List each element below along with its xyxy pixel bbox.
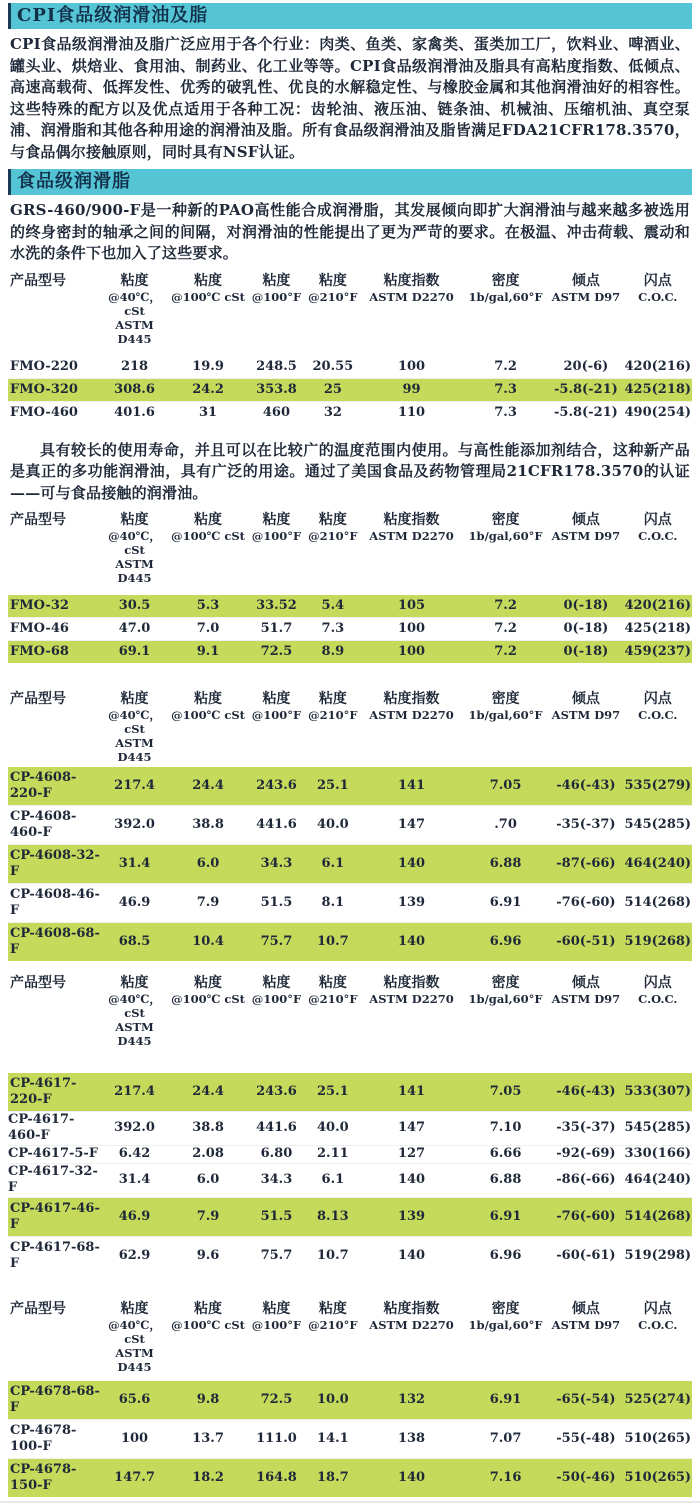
- table-cell: 147: [397, 817, 426, 832]
- column-header: 粘度 @210°F: [308, 975, 358, 1006]
- spec-table: [8, 271, 692, 424]
- product-model: CP-4617-68-F: [10, 1240, 100, 1271]
- table-cell: 51.5: [260, 1209, 293, 1224]
- table-row: [8, 1198, 692, 1237]
- product-model: FMO-460: [10, 404, 78, 420]
- table-cell: 30.5: [118, 598, 151, 613]
- table-cell: 330(166): [624, 1146, 692, 1161]
- table-cell: 0(-18): [563, 644, 609, 659]
- table-cell: 8.13: [317, 1209, 349, 1224]
- column-header: 粘度 @100℃ cSt: [171, 691, 245, 722]
- column-header: 密度 1b/gal,60°F: [468, 691, 543, 722]
- fmo-note-paragraph: 具有较长的使用寿命，并且可以在比较广的温度范围内使用。与高性能添加剂结合，这种新产品是真正的多功能润滑油，具有广泛的用途。通过了美国食品及药物管理局21CFR178.3570的认证——可与食品接触的润滑油。: [10, 440, 690, 502]
- table-cell: 519(298): [624, 1248, 692, 1263]
- table-cell: 7.05: [489, 778, 522, 793]
- column-header: 粘度指数 ASTM D2270: [369, 272, 454, 304]
- table-cell: -60(-61): [556, 1248, 616, 1263]
- table-cell: 6.42: [118, 1146, 151, 1161]
- column-header: 粘度指数 ASTM D2270: [369, 975, 454, 1006]
- table-cell: 141: [397, 1084, 426, 1099]
- table-row: [8, 845, 692, 884]
- product-model: FMO-32: [10, 598, 69, 613]
- spec-table: [8, 1299, 692, 1497]
- table-cell: 100: [397, 644, 426, 659]
- table-cell: 5.4: [321, 598, 345, 613]
- column-header: 产品型号: [10, 1301, 66, 1317]
- table-row: [8, 356, 692, 379]
- table-cell: 31.4: [118, 856, 151, 871]
- product-model: CP-4608-32-F: [10, 848, 100, 879]
- table-cell: 6.1: [321, 856, 345, 871]
- table-cell: 6.91: [489, 1392, 522, 1407]
- table-cell: 140: [397, 856, 426, 871]
- table-cell: 34.3: [260, 856, 293, 871]
- table-row: [8, 1164, 692, 1198]
- table-row: [8, 595, 692, 618]
- table-cell: 420(216): [624, 598, 692, 613]
- table-cell: 420(216): [624, 358, 692, 374]
- table-cell: 392.0: [114, 1120, 155, 1135]
- column-header: 产品型号: [10, 975, 66, 991]
- column-header: 粘度 @40℃，cSt ASTM D445: [108, 975, 161, 1048]
- column-header: 粘度指数 ASTM D2270: [369, 512, 454, 543]
- product-model: CP-4608-220-F: [10, 770, 77, 801]
- table-cell: 31: [199, 404, 218, 420]
- table-cell: 0(-18): [563, 598, 609, 613]
- table-cell: 100: [120, 1431, 149, 1446]
- table-cell: -76(-60): [556, 895, 616, 910]
- table-cell: 140: [397, 1248, 426, 1263]
- table-row: [8, 806, 692, 845]
- table-cell: 7.9: [196, 895, 220, 910]
- table-cell: -46(-43): [556, 778, 616, 793]
- table-row: [8, 378, 692, 401]
- table-cell: 7.3: [321, 621, 345, 636]
- table-cell: 545(285): [624, 1120, 692, 1135]
- product-model: FMO-320: [10, 381, 78, 397]
- table-row: [8, 1146, 692, 1164]
- section-title: CPI食品级润滑油及脂: [17, 5, 209, 26]
- table-cell: 7.2: [494, 644, 517, 659]
- table-cell: -60(-51): [556, 934, 616, 949]
- table-cell: 514(268): [624, 895, 692, 910]
- cp4617-table: [8, 973, 692, 1275]
- table-cell: 51.5: [260, 895, 293, 910]
- column-header: 倾点 ASTM D97: [551, 512, 621, 543]
- table-cell: 441.6: [256, 1120, 297, 1135]
- column-header: 粘度 @210°F: [308, 512, 358, 543]
- table-cell: 147.7: [114, 1470, 155, 1485]
- table-row: [8, 1073, 692, 1112]
- table-cell: 7.9: [196, 1209, 220, 1224]
- table-cell: 7.10: [489, 1120, 522, 1135]
- table-cell: 46.9: [118, 895, 151, 910]
- column-header: 密度 1b/gal,60°F: [468, 512, 543, 543]
- table-cell: 111.0: [256, 1431, 297, 1446]
- table-cell: 75.7: [260, 1248, 293, 1263]
- table-header-row: [8, 689, 692, 767]
- table-cell: 68.5: [118, 934, 151, 949]
- table-cell: -5.8(-21): [554, 381, 618, 397]
- column-header: 粘度 @100℃ cSt: [171, 975, 245, 1006]
- section-header-oils: [8, 3, 692, 29]
- table-cell: 46.9: [118, 1209, 151, 1224]
- table-row: [8, 767, 692, 806]
- column-header: 粘度 @100℃ cSt: [171, 1301, 245, 1332]
- table-cell: 7.07: [489, 1431, 522, 1446]
- product-model: CP-4617-32-F: [8, 1164, 98, 1195]
- table-cell: 47.0: [118, 621, 151, 636]
- table-cell: 31.4: [118, 1172, 151, 1187]
- table-row: [8, 1459, 692, 1498]
- table-header-row: [8, 271, 692, 356]
- table-cell: 127: [397, 1146, 426, 1161]
- spec-table: [8, 689, 692, 961]
- table-cell: 7.2: [494, 621, 517, 636]
- table-cell: 33.52: [256, 598, 297, 613]
- table-header-row: [8, 973, 692, 1073]
- column-header: 粘度指数 ASTM D2270: [369, 1301, 454, 1332]
- table-row: [8, 884, 692, 923]
- column-header: 粘度 @100°F: [251, 975, 302, 1006]
- table-cell: 105: [397, 598, 426, 613]
- product-model: CP-4608-46-F: [10, 887, 100, 918]
- table-cell: 545(285): [624, 817, 692, 832]
- table-cell: 510(265): [624, 1431, 692, 1446]
- column-header: 产品型号: [10, 272, 66, 289]
- product-model: CP-4617-220-F: [10, 1076, 77, 1107]
- product-model: CP-4617-46-F: [10, 1201, 100, 1232]
- table-row: [8, 1237, 692, 1276]
- cp4678-table: [8, 1299, 692, 1497]
- table-cell: 138: [397, 1431, 426, 1446]
- product-model: FMO-68: [10, 644, 69, 659]
- table-cell: -50(-46): [556, 1470, 616, 1485]
- table-cell: 139: [397, 1209, 426, 1224]
- table-row: [8, 618, 692, 641]
- table-cell: 308.6: [114, 381, 155, 397]
- table-cell: 25: [323, 381, 342, 397]
- table-cell: 140: [397, 934, 426, 949]
- table-cell: 7.2: [494, 598, 517, 613]
- table-cell: 6.80: [260, 1146, 293, 1161]
- column-header: 粘度 @210°F: [308, 691, 358, 722]
- table-cell: 514(268): [624, 1209, 692, 1224]
- table-header-row: [8, 510, 692, 595]
- table-cell: 9.1: [196, 644, 220, 659]
- column-header: 产品型号: [10, 512, 66, 528]
- table-cell: -55(-48): [556, 1431, 616, 1446]
- product-model: CP-4608-460-F: [10, 809, 77, 840]
- table-cell: 32: [323, 404, 342, 420]
- grease-paragraph: GRS-460/900-F是一种新的PAO高性能合成润滑脂，其发展倾向即扩大润滑油与越来越多被选用的终身密封的轴承之间的间隔，对润滑油的性能提出了更为严苛的要求。在极温、冲击荷载、震动和水洗的条件下也加入了这些要求。: [10, 201, 690, 262]
- column-header: 粘度 @100°F: [251, 512, 302, 543]
- table-cell: 10.4: [192, 934, 224, 949]
- column-header: 粘度 @40℃，cSt ASTM D445: [108, 272, 161, 346]
- table-cell: 6.0: [196, 1172, 220, 1187]
- table-cell: 464(240): [624, 856, 692, 871]
- column-header: 粘度 @210°F: [308, 272, 358, 304]
- table-cell: 24.4: [192, 778, 224, 793]
- column-header: 闪点 C.O.C.: [638, 975, 678, 1006]
- table-cell: 7.0: [196, 621, 220, 636]
- table-cell: 217.4: [114, 1084, 155, 1099]
- table-row: [8, 923, 692, 962]
- table-cell: 218: [120, 358, 149, 374]
- column-header: 闪点 C.O.C.: [638, 272, 678, 304]
- table-cell: 40.0: [317, 817, 349, 832]
- table-cell: 6.96: [489, 1248, 522, 1263]
- table-cell: 5.3: [196, 598, 220, 613]
- column-header: 粘度 @100℃ cSt: [171, 272, 245, 304]
- table-cell: 6.96: [489, 934, 522, 949]
- table-cell: 460: [262, 404, 290, 420]
- product-model: CP-4608-68-F: [10, 926, 100, 957]
- table-cell: 13.7: [192, 1431, 224, 1446]
- table-cell: 6.91: [489, 895, 522, 910]
- table-cell: -86(-66): [556, 1172, 616, 1187]
- table-row: [8, 1420, 692, 1459]
- table-cell: 6.1: [321, 1172, 345, 1187]
- table-cell: 24.2: [192, 381, 224, 397]
- table-cell: 75.7: [260, 934, 293, 949]
- spec-table: [8, 510, 692, 663]
- table-cell: 38.8: [192, 817, 224, 832]
- table-cell: 392.0: [114, 817, 155, 832]
- table-cell: 8.9: [321, 644, 345, 659]
- table-cell: 464(240): [624, 1172, 692, 1187]
- table-cell: .70: [494, 817, 517, 832]
- table-cell: 139: [397, 895, 426, 910]
- table-cell: 2.11: [317, 1146, 349, 1161]
- table-cell: 7.3: [494, 404, 517, 420]
- table-cell: 40.0: [317, 1120, 349, 1135]
- section-header-grease: [8, 169, 692, 195]
- table-cell: 535(279): [624, 778, 692, 793]
- table-cell: 519(268): [624, 934, 692, 949]
- table-cell: 401.6: [114, 404, 155, 420]
- column-header: 粘度 @100°F: [251, 1301, 302, 1332]
- table-cell: 425(218): [624, 621, 692, 636]
- product-model: FMO-46: [10, 621, 69, 636]
- table-cell: 10.7: [317, 1248, 349, 1263]
- table-cell: -76(-60): [556, 1209, 616, 1224]
- column-header: 密度 1b/gal,60°F: [468, 975, 543, 1006]
- table-cell: 20.55: [312, 358, 354, 374]
- table-cell: 110: [397, 404, 426, 420]
- table-cell: 72.5: [260, 1392, 293, 1407]
- table-cell: 65.6: [118, 1392, 151, 1407]
- table-cell: 69.1: [118, 644, 151, 659]
- table-cell: 525(274): [624, 1392, 692, 1407]
- table-cell: 6.0: [196, 856, 220, 871]
- column-header: 倾点 ASTM D97: [551, 691, 621, 722]
- table-cell: 490(254): [624, 404, 692, 420]
- fmo-heavy-oil-table: [8, 271, 692, 424]
- table-cell: 34.3: [260, 1172, 293, 1187]
- table-cell: 99: [402, 381, 421, 397]
- table-cell: -35(-37): [556, 817, 616, 832]
- table-cell: 141: [397, 778, 426, 793]
- spec-table: [8, 973, 692, 1275]
- table-cell: 38.8: [192, 1120, 224, 1135]
- table-cell: 19.9: [192, 358, 224, 374]
- table-cell: 51.7: [260, 621, 293, 636]
- table-cell: 7.16: [489, 1470, 522, 1485]
- column-header: 粘度 @100°F: [251, 691, 302, 722]
- product-model: FMO-220: [10, 358, 78, 374]
- column-header: 粘度指数 ASTM D2270: [369, 691, 454, 722]
- table-cell: 100: [397, 358, 426, 374]
- table-cell: -65(-54): [556, 1392, 616, 1407]
- table-cell: 25.1: [317, 1084, 349, 1099]
- table-cell: 6.88: [489, 1172, 522, 1187]
- column-header: 闪点 C.O.C.: [638, 691, 678, 722]
- table-cell: 7.3: [494, 381, 517, 397]
- table-cell: 243.6: [256, 778, 297, 793]
- column-header: 闪点 C.O.C.: [638, 512, 678, 543]
- table-cell: -5.8(-21): [554, 404, 618, 420]
- table-cell: 100: [397, 621, 426, 636]
- column-header: 密度 1b/gal,60°F: [468, 1301, 543, 1332]
- column-header: 倾点 ASTM D97: [551, 975, 621, 1006]
- table-cell: 353.8: [256, 381, 297, 397]
- column-header: 粘度 @210°F: [308, 1301, 358, 1332]
- cp4608-table: [8, 689, 692, 961]
- table-cell: 510(265): [624, 1470, 692, 1485]
- column-header: 倾点 ASTM D97: [551, 272, 621, 304]
- intro-paragraph: CPI食品级润滑油及脂广泛应用于各个行业：肉类、鱼类、家禽类、蛋类加工厂，饮料业、啤酒业、罐头业、烘焙业、食用油、制药业、化工业等等。CPI食品级润滑油及脂具有高粘度指数、低倾点、高速高载荷、低挥发性、优秀的破乳性、优良的水解稳定性、与橡胶金属和其他润滑油好的相容性。这些特殊的配方以及优点适用于各种工况：齿轮油、液压油、链条油、机械油、压缩机油、真空泵浦、润滑脂和其他各种用途的润滑油及脂。所有食品级润滑油及脂皆满足FDA21CFR178.3570，与食品偶尔接触原则，同时具有NSF认证。: [10, 35, 690, 161]
- table-cell: 164.8: [256, 1470, 297, 1485]
- table-row: [8, 1381, 692, 1420]
- column-header: 粘度 @40℃，cSt ASTM D445: [108, 691, 161, 764]
- table-cell: 140: [397, 1470, 426, 1485]
- column-header: 粘度 @40℃，cSt ASTM D445: [108, 512, 161, 585]
- product-model: CP-4678-150-F: [10, 1462, 77, 1493]
- table-cell: 72.5: [260, 644, 293, 659]
- table-cell: 9.6: [196, 1248, 220, 1263]
- table-cell: 6.91: [489, 1209, 522, 1224]
- section-title: 食品级润滑脂: [17, 171, 131, 192]
- table-cell: 10.7: [317, 934, 349, 949]
- fmo-light-oil-table: [8, 510, 692, 663]
- table-cell: 243.6: [256, 1084, 297, 1099]
- product-model: CP-4678-100-F: [10, 1423, 77, 1454]
- table-cell: 7.05: [489, 1084, 522, 1099]
- table-cell: 14.1: [317, 1431, 349, 1446]
- column-header: 粘度 @40℃，cSt ASTM D445: [108, 1301, 161, 1374]
- table-cell: 18.7: [317, 1470, 349, 1485]
- table-cell: 25.1: [317, 778, 349, 793]
- column-header: 粘度 @100°F: [251, 272, 302, 304]
- table-cell: 217.4: [114, 778, 155, 793]
- table-cell: 140: [397, 1172, 426, 1187]
- table-cell: -92(-69): [556, 1146, 616, 1161]
- table-cell: 62.9: [118, 1248, 151, 1263]
- table-header-row: [8, 1299, 692, 1381]
- product-model: CP-4678-68-F: [10, 1384, 100, 1415]
- table-cell: -35(-37): [556, 1120, 616, 1135]
- product-model: CP-4617-5-F: [8, 1146, 99, 1161]
- table-cell: 20(-6): [563, 358, 609, 374]
- table-cell: 18.2: [192, 1470, 224, 1485]
- table-cell: 6.88: [489, 856, 522, 871]
- product-model: CP-4617-460-F: [8, 1112, 75, 1143]
- table-cell: 533(307): [624, 1084, 692, 1099]
- table-cell: 459(237): [624, 644, 692, 659]
- table-cell: 248.5: [256, 358, 297, 374]
- table-cell: 8.1: [321, 895, 345, 910]
- table-cell: 0(-18): [563, 621, 609, 636]
- table-cell: 2.08: [192, 1146, 224, 1161]
- table-row: [8, 1112, 692, 1146]
- column-header: 倾点 ASTM D97: [551, 1301, 621, 1332]
- table-cell: -87(-66): [556, 856, 616, 871]
- table-cell: 7.2: [494, 358, 517, 374]
- table-cell: 441.6: [256, 817, 297, 832]
- table-cell: 10.0: [317, 1392, 349, 1407]
- table-cell: 425(218): [624, 381, 692, 397]
- table-cell: 6.66: [489, 1146, 522, 1161]
- table-cell: 9.8: [196, 1392, 220, 1407]
- column-header: 密度 1b/gal,60°F: [468, 272, 543, 304]
- table-cell: 147: [397, 1120, 426, 1135]
- column-header: 粘度 @100℃ cSt: [171, 512, 245, 543]
- column-header: 产品型号: [10, 691, 66, 707]
- table-cell: 24.4: [192, 1084, 224, 1099]
- table-cell: -46(-43): [556, 1084, 616, 1099]
- column-header: 闪点 C.O.C.: [638, 1301, 678, 1332]
- table-row: [8, 401, 692, 424]
- table-cell: 132: [397, 1392, 426, 1407]
- table-row: [8, 641, 692, 664]
